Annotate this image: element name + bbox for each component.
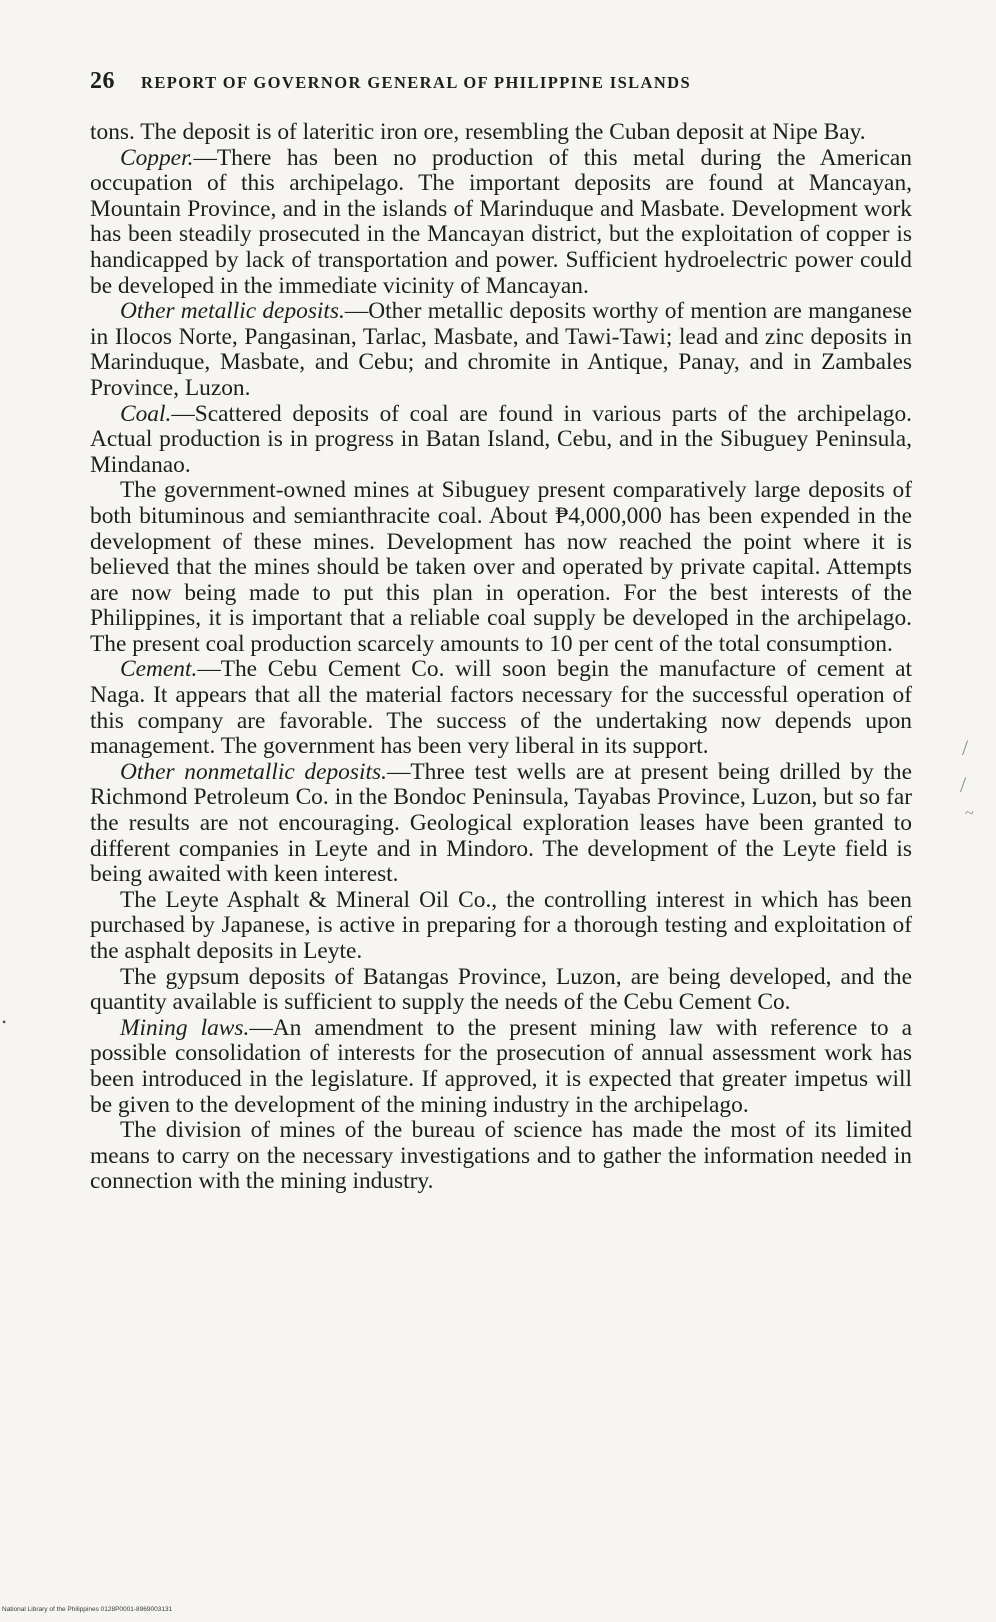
paragraph-text: The division of mines of the bureau of science has made the most of its limited means to carry on the necessary investigations and to gather the information needed in connection with the mining industry. — [90, 1117, 912, 1195]
margin-pencil-mark: / — [962, 735, 969, 760]
paragraph — [90, 965, 912, 1016]
paragraph-text: —An amendment to the present mining law with reference to a possible consolidation of interests for the prosecution of annual assessment work has been introduced in the legislature. If approved, it is expected that greater impetus will be given to the development of the mining industry in the archipelago. — [90, 1014, 912, 1118]
paragraph — [90, 402, 912, 479]
run-in-heading: Other metallic deposits. — [120, 298, 345, 325]
paragraph-text: —Other metallic deposits worthy of mention are manganese in Ilocos Norte, Pangasinan, Tarlac, Masbate, and Tawi-Tawi; lead and zinc deposits in Marinduque, Masbate, and Cebu; and chromite in Antique, Panay, and in Zambales Province, Luzon. — [90, 298, 912, 401]
margin-pencil-mark: ~ — [965, 805, 974, 822]
paragraph-text: —There has been no production of this metal during the American occupation of this archipelago. The important deposits are found at Mancayan, Mountain Province, and in the islands of Marinduque and Masbate. Development work has been steadily prosecuted in the Mancayan district, but the exploitation of copper is handicapped by lack of transportation and power. Sufficient hydroelectric power could be developed in the immediate vicinity of Mancayan. — [90, 144, 912, 299]
paragraph-text: —Three test wells are at present being drilled by the Richmond Petroleum Co. in the Bondoc Peninsula, Tayabas Province, Luzon, but so far the results are not encouraging. Geological exploration leases have been granted to different companies in Leyte and in Mindoro. The development of the Leyte field is being awaited with keen interest. — [90, 758, 913, 888]
paragraph-text: tons. The deposit is of lateritic iron ore, resembling the Cuban deposit at Nipe Bay. — [90, 119, 866, 145]
paragraph — [90, 146, 912, 300]
body-text — [90, 120, 912, 1195]
paragraph — [90, 1016, 912, 1118]
paragraph — [90, 657, 912, 759]
run-in-heading: Cement. — [120, 656, 198, 683]
paragraph-text: The gypsum deposits of Batangas Province, Luzon, are being developed, and the quantity available is sufficient to supply the needs of the Cebu Cement Co. — [90, 963, 912, 1016]
paragraph — [90, 760, 912, 888]
running-head-title: REPORT OF GOVERNOR GENERAL OF PHILIPPINE ISLANDS — [141, 73, 692, 92]
run-in-heading: Other nonmetallic deposits. — [120, 758, 387, 785]
margin-pencil-mark: / — [960, 772, 967, 797]
paragraph-text: —The Cebu Cement Co. will soon begin the manufacture of cement at Naga. It appears that all the material factors necessary for the successful operation of this company are favorable. The success of the undertaking now depends upon management. The government has been very liberal in its support. — [90, 656, 912, 760]
margin-dot: • — [2, 1015, 7, 1029]
run-in-heading: Coal. — [120, 400, 172, 427]
paragraph-text: The Leyte Asphalt & Mineral Oil Co., the controlling interest in which has been purchased by Japanese, is active in preparing for a thorough testing and exploitation of the asphalt deposits in Leyte. — [90, 886, 912, 964]
paragraph — [90, 120, 912, 146]
paragraph — [90, 888, 912, 965]
page-number: 26 — [90, 68, 115, 94]
paragraph-text: The government-owned mines at Sibuguey present comparatively large deposits of both bituminous and semianthracite coal. About ₱4,000,000 has been expended in the development of these mines. Development has now reached the point where it is believed that the mines should be taken over and operated by private capital. Attempts are now being made to put this plan in operation. For the best interests of the Philippines, it is important that a reliable coal supply be developed in the archipelago. The present coal production scarcely amounts to 10 per cent of the total consumption. — [90, 477, 912, 657]
paragraph — [90, 299, 912, 401]
scan-footer: National Library of the Philippines 0128P0001-8969003131 — [2, 1606, 173, 1613]
run-in-heading: Mining laws. — [120, 1014, 250, 1041]
paragraph-text: —Scattered deposits of coal are found in various parts of the archipelago. Actual production is in progress in Batan Island, Cebu, and in the Sibuguey Peninsula, Mindanao. — [90, 400, 912, 478]
paragraph — [90, 478, 912, 657]
running-head — [90, 68, 920, 98]
run-in-heading: Copper. — [120, 144, 194, 171]
paragraph — [90, 1118, 912, 1195]
